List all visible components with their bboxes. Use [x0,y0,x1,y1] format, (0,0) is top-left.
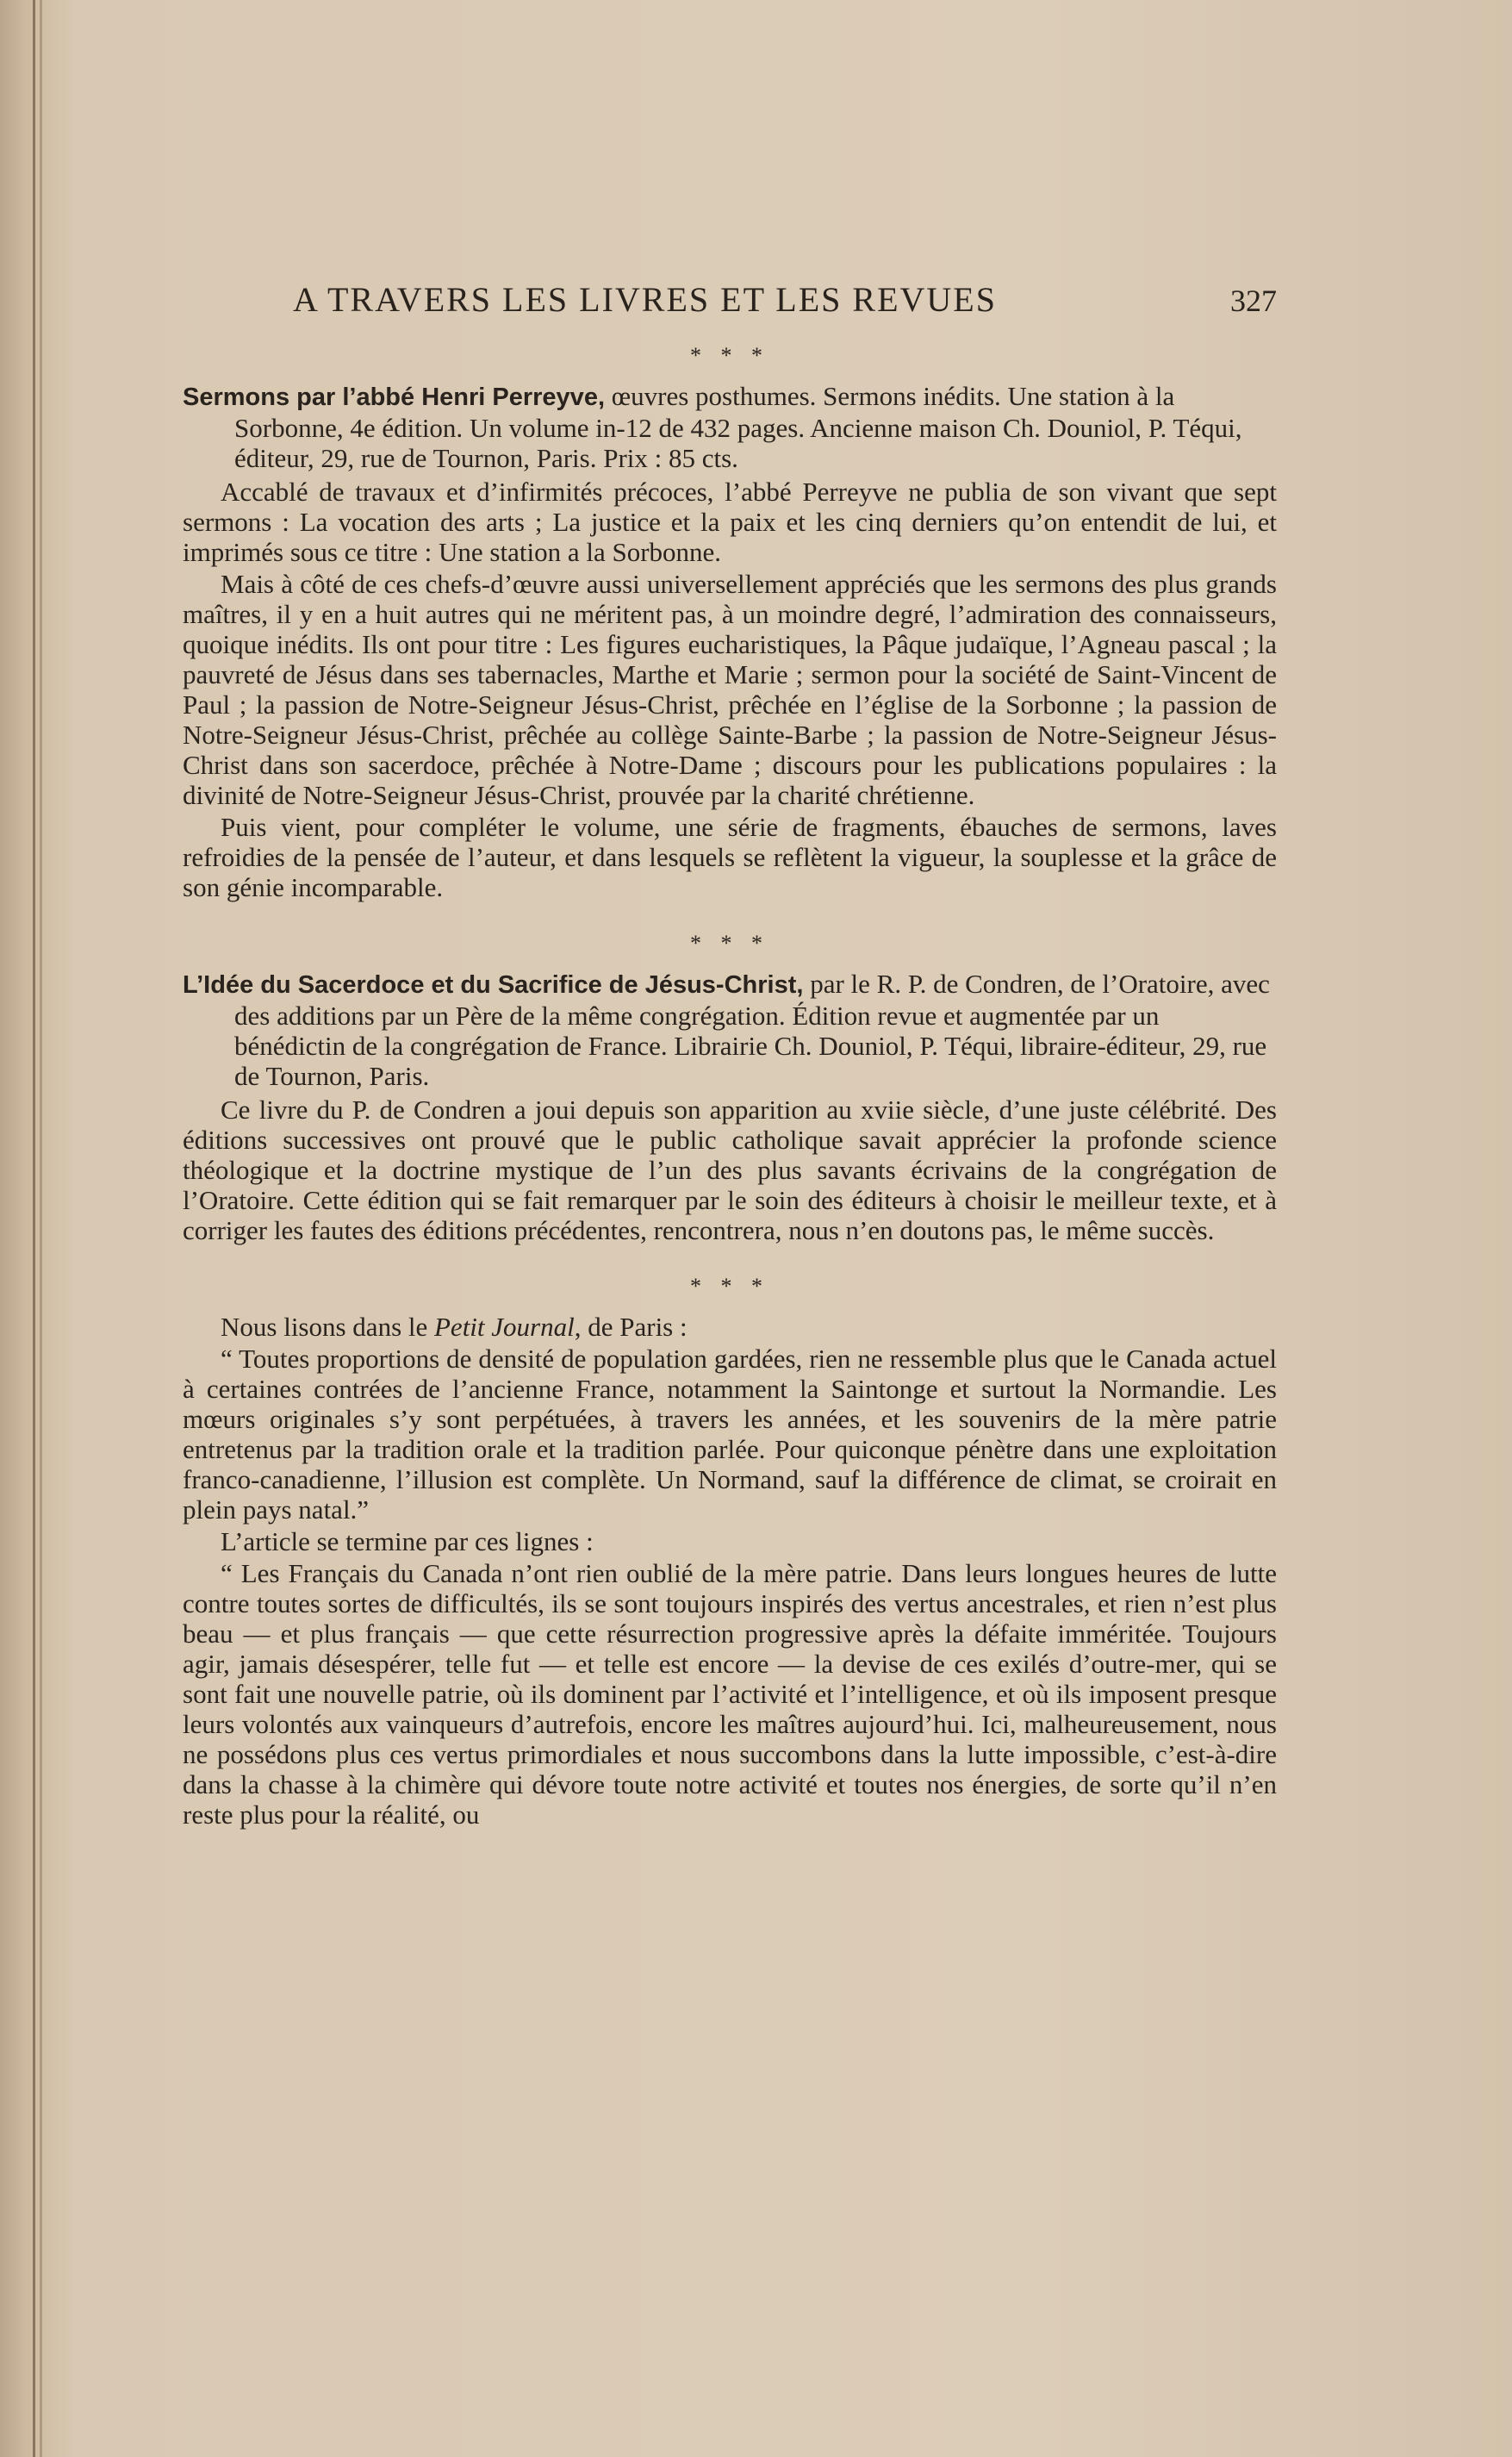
page-edge-line [33,0,35,2457]
entry-title: Sermons par l’abbé Henri Perreyve, [183,384,605,411]
review-paragraph: Accablé de travaux et d’infirmités précoces, l’abbé Perreyve ne publia de son vivant que sept sermons : La vocation des arts ; La justice et la paix et les cinq derniers qu’on entendit de lui, et imprimés sous ce titre : Une station a la Sorbonne. [183,477,1277,567]
quote-intro [183,1312,1277,1342]
intro-text: Nous lisons dans le [221,1312,434,1342]
journal-name: Petit Journal [434,1312,575,1342]
bibliographic-entry [183,969,1277,1091]
bibliographic-entry [183,381,1277,473]
review-paragraph: L’article se termine par ces lignes : [221,1526,594,1556]
page-number: 327 [1230,284,1277,318]
page-text [183,280,1277,1831]
page-header [183,280,1277,319]
section-separator: * * * [690,343,769,368]
page-edge-line [40,0,42,2457]
section-separator: * * * [690,931,769,956]
review-paragraph: Ce livre du P. de Condren a joui depuis son apparition au xviie siècle, d’une juste célébrité. Des éditions successives ont prouvé que le public catholique savait apprécier la profonde science théologique et la doctrine mystique de l’un des plus savants écrivains de la congrégation de l’Oratoire. Cette édition qui se fait remarquer par le soin des éditeurs à choisir le meilleur texte, et à corriger les fautes des éditions précédentes, rencontrera, nous n’en doutons pas, le même succès. [183,1094,1277,1245]
entry-details: par le R. P. de Condren, de l’Oratoire, avec des additions par un Père de la même congrégation. Édition revue et augmentée par un bénédictin de la congrégation de France. Librairie Ch. Douniol, P. Téqui, libraire-éditeur, 29, rue de Tournon, Paris. [234,969,1270,1091]
intro-text: , de Paris : [574,1312,688,1342]
entry-details: œuvres posthumes. Sermons inédits. Une station à la Sorbonne, 4e édition. Un volume in-12 de 432 pages. Ancienne maison Ch. Douniol, P. Téqui, éditeur, 29, rue de Tournon, Paris. Prix : 85 cts. [234,381,1242,473]
section-separator: * * * [690,1274,769,1299]
entry-title: L’Idée du Sacerdoce et du Sacrifice de Jésus-Christ, [183,971,804,999]
review-paragraph: Mais à côté de ces chefs-d’œuvre aussi universellement appréciés que les sermons des plus grands maîtres, il y en a huit autres qui ne méritent pas, à un moindre degré, l’admiration des connaisseurs, quoique inédits. Ils ont pour titre : Les figures eucharistiques, la Pâque judaïque, l’Agneau pascal ; la pauvreté de Jésus dans ses tabernacles, Marthe et Marie ; sermon pour la société de Saint-Vincent de Paul ; la passion de Notre-Seigneur Jésus-Christ, prêchée en l’église de la Sorbonne ; la passion de Notre-Seigneur Jésus-Christ, prêchée au collège Sainte-Barbe ; la passion de Notre-Seigneur Jésus-Christ dans son sacerdoce, prêchée à Notre-Dame ; discours pour les publications populaires : la divinité de Notre-Seigneur Jésus-Christ, prouvée par la charité chrétienne. [183,569,1277,810]
review-paragraph: Puis vient, pour compléter le volume, une série de fragments, ébauches de sermons, laves refroidies de la pensée de l’auteur, et dans lesquels se reflètent la vigueur, la souplesse et la grâce de son génie incomparable. [183,812,1277,902]
quoted-paragraph: “ Toutes proportions de densité de population gardées, rien ne ressemble plus que le Canada actuel à certaines contrées de l’ancienne France, notamment la Saintonge et surtout la Normandie. Les mœurs originales s’y sont perpétuées, à travers les années, et les souvenirs de la mère patrie entretenus par la tradition orale et la tradition parlée. Pour quiconque pénètre dans une exploitation franco-canadienne, l’illusion est complète. Un Normand, sauf la différence de climat, se croirait en plein pays natal.” [183,1344,1277,1525]
running-title: A TRAVERS LES LIVRES ET LES REVUES [293,280,997,319]
quoted-paragraph: “ Les Français du Canada n’ont rien oublié de la mère patrie. Dans leurs longues heures de lutte contre toutes sortes de difficultés, ils se sont toujours inspirés des vertus ancestrales, et rien n’est plus beau — et plus français — que cette résurrection progressive après la défaite imméritée. Toujours agir, jamais désespérer, telle fut — et telle est encore — la devise de ces exilés d’outre-mer, qui se sont fait une nouvelle patrie, où ils dominent par l’activité et l’intelligence, et où ils imposent presque leurs volontés aux vainqueurs d’autrefois, encore les maîtres aujourd’hui. Ici, malheureusement, nous ne possédons plus ces vertus primordiales et nous succombons dans la lutte impossible, c’est-à-dire dans la chasse à la chimère qui dévore toute notre activité et toutes nos énergies, de sorte qu’il n’en reste plus pour la réalité, ou [183,1558,1277,1830]
